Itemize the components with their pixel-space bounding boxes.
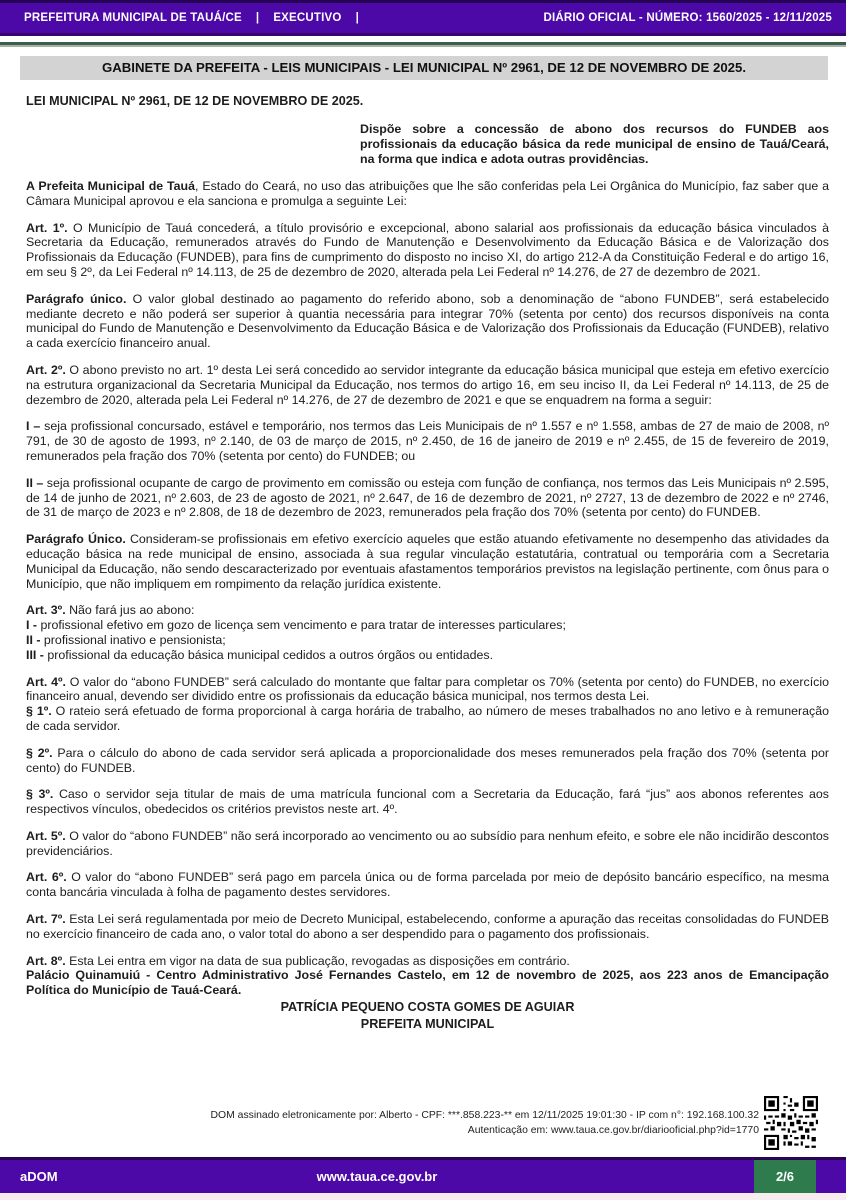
paragraph-lead: § 1º. <box>26 704 52 719</box>
paragraph-lead: II – <box>26 475 44 490</box>
digital-signature-stamp <box>211 1096 818 1150</box>
footer-strip <box>0 1193 846 1200</box>
paragraph-text: O valor do “abono FUNDEB” não será incorporado ao vencimento ou ao subsídio para nenhum efeito, e sobre ele não incidirão descontos previdenciários. <box>26 828 830 858</box>
paragraph-lead: Parágrafo Único. <box>26 532 126 547</box>
paragraph-lead: III - <box>26 647 44 662</box>
masthead-divider: | <box>355 12 359 24</box>
body-paragraph <box>26 603 829 618</box>
paragraph-lead: I - <box>26 618 38 633</box>
paragraph-lead: Palácio Quinamuiú - Centro Administrativo José Fernandes Castelo, em 12 de novembro de 2025, aos 223 anos de Emancipação Política do Município de Tauá-Ceará. <box>26 968 829 998</box>
paragraph-lead: Art. 7º. <box>26 912 66 927</box>
paragraph-text: Esta Lei entra em vigor na data de sua publicação, revogadas as disposições em contrário. <box>65 953 570 968</box>
paragraph-text: profissional da educação básica municipal cedidos a outros órgãos ou entidades. <box>43 647 494 662</box>
body-paragraph <box>26 179 829 209</box>
footer-brand: aDOM <box>20 1169 58 1184</box>
paragraph-text: profissional inativo e pensionista; <box>40 632 226 647</box>
document-body <box>0 80 846 1032</box>
body-paragraph <box>26 648 829 663</box>
body-paragraph <box>26 787 829 817</box>
paragraph-text: profissional efetivo em gozo de licença sem vencimento e para tratar de interesses particulares; <box>37 618 566 633</box>
section-title-bar: GABINETE DA PREFEITA - LEIS MUNICIPAIS - LEI MUNICIPAL Nº 2961, DE 12 DE NOVEMBRO DE 2025. <box>20 56 828 80</box>
paragraph-text: O valor do “abono FUNDEB” será calculado do montante que faltar para completar os 70% (setenta por cento) do FUNDEB, no exercício financeiro anual, devendo ser dividido entre os profissionais da educação básica municipal, nos termos desta Lei. <box>26 674 830 704</box>
stamp-text <box>211 1108 759 1138</box>
masthead-bar <box>0 0 846 36</box>
masthead-divider: | <box>255 12 260 24</box>
footer-website: www.taua.ce.gov.br <box>316 1169 438 1184</box>
body-paragraph <box>26 419 829 463</box>
paragraph-lead: I – <box>26 419 41 434</box>
law-ementa: Dispõe sobre a concessão de abono dos recursos do FUNDEB aos profissionais da educação básica da rede municipal de ensino de Tauá/Ceará, na forma que indica e adota outras providências. <box>360 122 829 166</box>
body-paragraph <box>26 912 829 942</box>
paragraph-text: Caso o servidor seja titular de mais de uma matrícula funcional com a Secretaria da Educação, fará “jus” aos abonos referentes aos respectivos vínculos, obedecidos os critérios previstos neste art. 4º. <box>26 787 829 817</box>
body-paragraph <box>26 870 829 900</box>
paragraph-lead: Art. 1º. <box>26 220 68 235</box>
paragraph-text: Para o cálculo do abono de cada servidor será aplicada a proporcionalidade dos meses remunerados pela fração dos 70% (setenta por cento) do FUNDEB. <box>26 745 829 775</box>
closing-line <box>26 968 829 998</box>
paragraph-text: seja profissional concursado, estável e temporário, nos termos das Leis Municipais de nº 1.557 e nº 1.558, ambas de 27 de maio de 2008, nº 791, de 30 de agosto de 1993, nº 2.140, de 03 de março de 2015, nº 2.450, de 16 de janeiro de 2019 e nº 2.455, de 15 de fevereiro de 2019, remunerados pela fração dos 70% (setenta por cento) do FUNDEB; ou <box>26 419 829 463</box>
paragraph-lead: § 3º. <box>26 787 54 802</box>
paragraph-text: , Estado do Ceará, no uso das atribuições que lhe são conferidas pela Lei Orgânica do Município, faz saber que a Câmara Municipal aprovou e ela sanciona e promulga a seguinte Lei: <box>26 179 830 208</box>
body-paragraph <box>26 746 829 776</box>
body-paragraph <box>26 363 829 407</box>
stamp-auth-line: Autenticação em: www.taua.ce.gov.br/diariooficial.php?id=1770 <box>467 1125 759 1136</box>
body-paragraph <box>26 633 829 648</box>
paragraph-text: Não fará jus ao abono: <box>65 603 195 618</box>
stamp-signed-line: DOM assinado eletronicamente por: Alberto - CPF: ***.858.223-** em 12/11/2025 19:01:30 - IP com n°: 192.168.100.32 <box>210 1110 759 1121</box>
paragraph-text: O Município de Tauá concederá, a título provisório e excepcional, abono salarial aos profissionais da educação básica vinculados à Secretaria da Educação, remunerados através do Fundo de Manutenção e Desenvolvimento da Educação Básica e de Valorização dos Profissionais da Educação (FUNDEB), para fins de cumprimento do disposto no inciso XI, do artigo 212-A da Constituição Federal e do artigo 16, em seu § 2º, da Lei Federal nº 14.113, de 25 de dezembro de 2020, alterada pela Lei Federal nº 14.276, de 27 de dezembro de 2021. <box>26 220 830 279</box>
paragraph-lead: § 2º. <box>26 745 53 760</box>
paragraph-text: Consideram-se profissionais em efetivo exercício aqueles que estão atuando efetivamente no desempenho das atividades da educação básica na rede municipal de ensino, associada à sua regular vinculação estatutária, contratual ou temporária com a Secretaria Municipal da Educação, não sendo descaracterizado por eventuais afastamentos temporários previstos na legislação pertinente, com ônus para o Município, que não impliquem em rompimento da relação jurídica existente. <box>26 532 830 591</box>
body-paragraph <box>26 829 829 859</box>
paragraph-text: O abono previsto no art. 1º desta Lei será concedido ao servidor integrante da educação básica municipal que esteja em efetivo exercício na estrutura organizacional da Secretaria Municipal da Educação, nos termos do artigo 16, em seu inciso II, da Lei Federal nº 14.113, de 25 de dezembro de 2020, alterada pela Lei Federal nº 14.276, de 27 de dezembro de 2021 e que se enquadrem na forma a seguir: <box>26 362 829 407</box>
body-paragraph <box>26 221 829 280</box>
signer-role: PREFEITA MUNICIPAL <box>360 1017 495 1032</box>
body-paragraph <box>26 675 829 705</box>
body-paragraph <box>26 618 829 633</box>
paragraph-text: O valor global destinado ao pagamento do referido abono, sob a denominação de “abono FUNDEB”, será estabelecido mediante decreto e não poderá ser superior à quantia necessária para integrar 70% (setenta por cento) dos recursos disponíveis na conta municipal do Fundo de Manutenção e Desenvolvimento da Educação Básica e de Valorização dos Profissionais da Educação (FUNDEB), relativo a cada exercício financeiro anual. <box>26 291 829 351</box>
branch-label: EXECUTIVO <box>273 12 342 24</box>
paragraph-lead: Art. 6º. <box>26 870 67 885</box>
qr-code-icon <box>764 1096 818 1150</box>
paragraph-lead: Art. 8º. <box>26 953 66 968</box>
paragraph-text: O rateio será efetuado de forma proporcional à carga horária de trabalho, ao número de meses trabalhados no ano letivo e à remuneração de cada servidor. <box>26 704 829 733</box>
paragraph-lead: Art. 5º. <box>26 828 66 843</box>
paragraph-lead: II - <box>26 632 41 647</box>
body-paragraph <box>26 476 829 520</box>
paragraph-lead: Art. 3º. <box>26 603 66 618</box>
masthead-left <box>24 12 359 24</box>
signer-name: PATRÍCIA PEQUENO COSTA GOMES DE AGUIAR <box>280 1000 575 1015</box>
paragraph-lead: Art. 2º. <box>26 362 66 377</box>
body-paragraph <box>26 292 829 351</box>
paragraph-text: seja profissional ocupante de cargo de provimento em comissão ou esteja com função de confiança, nos termos das Leis Municipais nº 2.595, de 14 de junho de 2021, nº 2.603, de 23 de agosto de 2021, nº 2.647, de 16 de dezembro de 2021, nº 2727, 13 de dezembro de 2022 e nº 2746, de 31 de março de 2023 e nº 2.808, de 18 de dezembro de 2023, remunerados pela fração dos 70% (setenta por cento) do FUNDEB. <box>26 475 830 520</box>
header-rule <box>0 42 846 47</box>
footer <box>0 1157 846 1200</box>
body-paragraph <box>26 954 829 969</box>
gazette-number: DIÁRIO OFICIAL - NÚMERO: 1560/2025 - 12/11/2025 <box>543 12 832 24</box>
body-paragraph <box>26 532 829 591</box>
municipality-name: PREFEITURA MUNICIPAL DE TAUÁ/CE <box>24 12 242 24</box>
paragraph-lead: A Prefeita Municipal de Tauá <box>26 179 196 193</box>
paragraph-text: Esta Lei será regulamentada por meio de Decreto Municipal, estabelecendo, conforme a apuração das receitas consolidadas do FUNDEB no exercício financeiro de cada ano, o valor total do abono a ser despendido para o pagamento dos profissionais. <box>26 912 830 941</box>
paragraph-lead: Parágrafo único. <box>26 291 127 306</box>
page-number-badge <box>754 1160 816 1193</box>
paragraph-lead: Art. 4º. <box>26 674 66 689</box>
body-paragraph <box>26 704 829 734</box>
paragraph-text: O valor do “abono FUNDEB” será pago em parcela única ou de forma parcelada por meio de depósito bancário específico, na mesma conta bancária vinculada à folha de pagamento destes servidores. <box>26 870 830 900</box>
page-number: 2/6 <box>775 1169 795 1184</box>
law-title: LEI MUNICIPAL Nº 2961, DE 12 DE NOVEMBRO DE 2025. <box>26 94 364 108</box>
footer-bar <box>0 1157 846 1193</box>
